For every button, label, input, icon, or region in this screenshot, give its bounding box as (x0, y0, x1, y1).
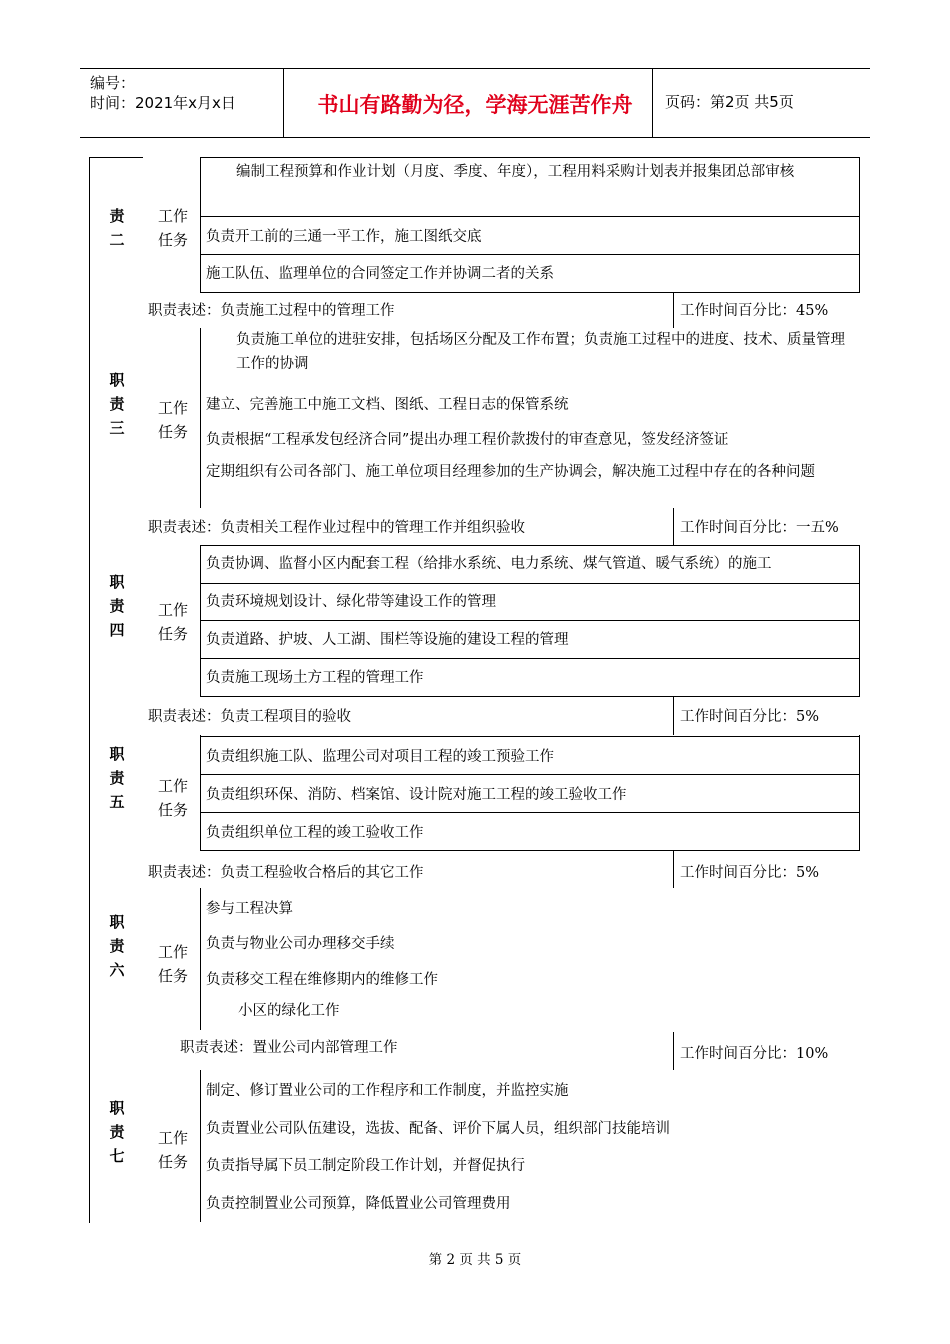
task-item: 负责移交工程在维修期内的维修工作 (206, 972, 438, 988)
work-tasks-label: 工作 任务 (157, 943, 188, 985)
task-item: 负责施工现场土方工程的管理工作 (206, 670, 424, 686)
document-number-label: 编号： (90, 74, 136, 92)
task-item: 负责施工单位的进驻安排，包括场区分配及工作布置；负责施工过程中的进度、技术、质量管理工作的协调 (236, 332, 845, 372)
duty-description: 职责表述：置业公司内部管理工作 (180, 1040, 398, 1056)
header-meta (90, 73, 236, 113)
task-item: 负责组织施工队、监理公司对项目工程的竣工预验工作 (206, 749, 554, 765)
task-item: 建立、完善施工中施工文档、图纸、工程日志的保管系统 (206, 397, 569, 413)
task-item: 负责控制置业公司预算，降低置业公司管理费用 (206, 1196, 511, 1212)
section-label: 职 责 七 (109, 1099, 125, 1165)
time-percentage: 工作时间百分比：45% (680, 303, 829, 319)
page-indicator: 页码：第2页 共5页 (665, 93, 794, 111)
document-date: 时间：2021年x月x日 (90, 94, 236, 112)
task-item: 定期组织有公司各部门、施工单位项目经理参加的生产协调会，解决施工过程中存在的各种问题 (206, 464, 815, 480)
section-label: 职 责 三 (109, 371, 125, 437)
section-label: 职 责 六 (109, 913, 125, 979)
work-tasks-label: 工作 任务 (157, 207, 188, 249)
task-item: 负责协调、监督小区内配套工程（给排水系统、电力系统、煤气管道、暖气系统）的施工 (206, 556, 772, 572)
work-tasks-label: 工作 任务 (157, 777, 188, 819)
task-item: 编制工程预算和作业计划（月度、季度、年度），工程用料采购计划表并报集团总部审核 (236, 164, 795, 180)
work-tasks-label: 工作 任务 (157, 601, 188, 643)
task-item: 负责指导属下员工制定阶段工作计划，并督促执行 (206, 1158, 525, 1174)
section-label: 责 二 (109, 207, 125, 249)
duty-description: 职责表述：负责工程验收合格后的其它工作 (148, 865, 424, 881)
task-item: 负责根据“工程承发包经济合同”提出办理工程价款拨付的审查意见，签发经济签证 (206, 432, 729, 448)
task-item: 参与工程决算 (206, 901, 293, 917)
section-label: 职 责 四 (109, 573, 125, 639)
section-label: 职 责 五 (109, 745, 125, 811)
task-item: 负责与物业公司办理移交手续 (206, 936, 395, 952)
task-item: 负责组织单位工程的竣工验收工作 (206, 825, 424, 841)
work-tasks-label: 工作 任务 (157, 399, 188, 441)
duty-description: 职责表述：负责工程项目的验收 (148, 709, 351, 725)
page-header (80, 68, 870, 138)
time-percentage: 工作时间百分比：10% (680, 1046, 829, 1062)
work-tasks-label: 工作 任务 (157, 1129, 188, 1171)
motto: 书山有路勤为径，学海无涯苦作舟 (317, 93, 633, 117)
task-item: 负责组织环保、消防、档案馆、设计院对施工工程的竣工验收工作 (206, 787, 627, 803)
task-item: 负责环境规划设计、绿化带等建设工作的管理 (206, 594, 496, 610)
task-item: 制定、修订置业公司的工作程序和工作制度，并监控实施 (206, 1083, 569, 1099)
duty-description: 职责表述：负责相关工程作业过程中的管理工作并组织验收 (148, 520, 525, 536)
task-item: 负责置业公司队伍建设，选拔、配备、评价下属人员，组织部门技能培训 (206, 1121, 670, 1137)
page-footer: 第 2 页 共 5 页 (428, 1252, 522, 1268)
task-item: 负责道路、护坡、人工湖、围栏等设施的建设工程的管理 (206, 632, 569, 648)
duty-description: 职责表述：负责施工过程中的管理工作 (148, 303, 395, 319)
task-item: 施工队伍、监理单位的合同签定工作并协调二者的关系 (206, 266, 554, 282)
task-item: 负责开工前的三通一平工作，施工图纸交底 (206, 229, 482, 245)
time-percentage: 工作时间百分比：5% (680, 865, 820, 881)
time-percentage: 工作时间百分比：5% (680, 709, 820, 725)
time-percentage: 工作时间百分比：一五% (680, 520, 839, 536)
task-item: 小区的绿化工作 (238, 1003, 340, 1019)
